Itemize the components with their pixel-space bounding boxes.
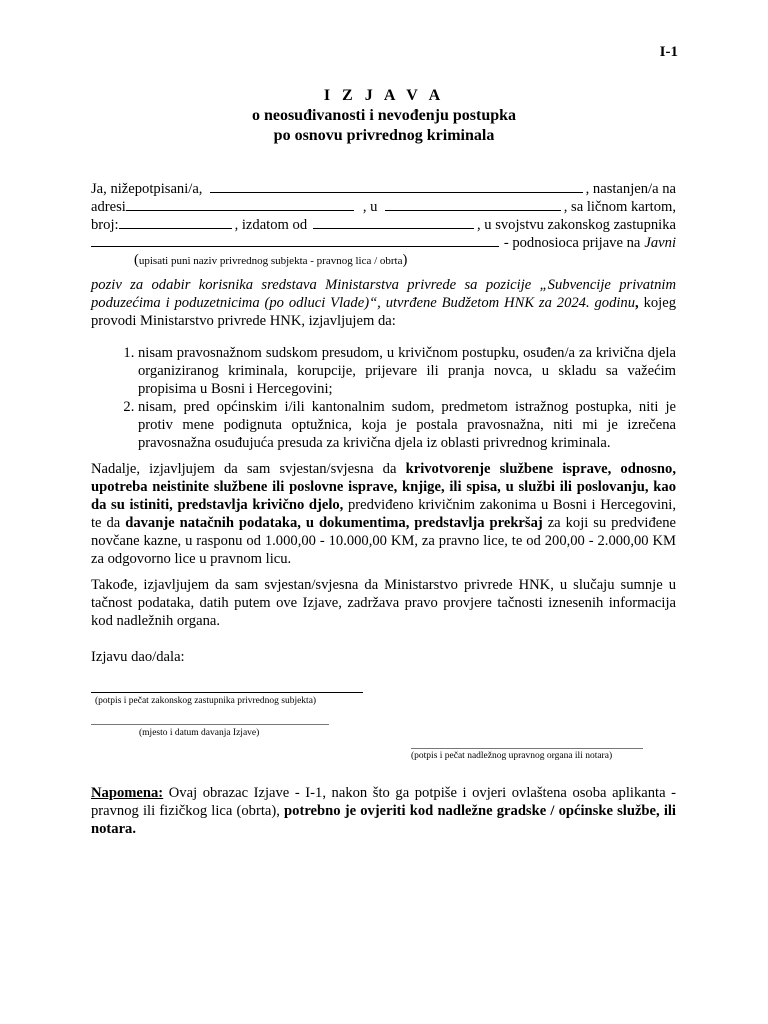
- declaration-list: [91, 344, 676, 452]
- address-field[interactable]: [126, 198, 354, 211]
- title-line-2: o neosuđivanosti i nevođenju postupka: [251, 107, 517, 124]
- given-by-label: Izjavu dao/dala:: [91, 649, 185, 665]
- intro-block: [91, 180, 676, 269]
- intro-line-1: Ja, niže​potpisani/a, , nastanjen/a na: [91, 181, 676, 197]
- city-field[interactable]: [385, 198, 560, 211]
- place-date-field: (mjesto i datum davanja Izjave): [91, 724, 329, 739]
- intro-paragraph: poziv za odabir korisnika sredstava Ministarstva privrede sa pozicije „Subvencije privatnim poduzećima i poduzetnicima (po odluci Vlade)“, utvrđene Budžetom HNK za 2024. godinu, kojeg provodi Ministarstvo privrede HNK, izjavljujem da:: [91, 277, 676, 329]
- title-block: [0, 86, 768, 146]
- name-field[interactable]: [210, 180, 582, 193]
- id-number-field[interactable]: [119, 216, 232, 229]
- note-label: Napomena:: [91, 785, 164, 801]
- list-item: 2. nisam, pred općinskim i/ili kantonalnim sudom, predmetom istražnog postupka, niti je protiv mene podignuta optužnica, koja je postala pravosnažna, niti mi je izrečena pravosnažna osuđujuća presuda za krivična djela iz oblasti privrednog kriminala.: [138, 398, 676, 452]
- representative-signature: (potpis i pečat zakonskog zastupnika privrednog subjekta): [91, 692, 363, 707]
- title-main: I Z J A V A: [323, 87, 445, 104]
- intro-line-4: - podnosioca prijave na Javni: [91, 234, 676, 252]
- paragraph-3: Takođe, izjavljujem da sam svjestan/svjesna da Ministarstvo privrede HNK, u slučaju sumnje u tačnost podataka, datih putem ove Izjave, zadržava pravo provjere tačnosti iznesenih informacija kod nadležnih organa.: [91, 577, 676, 629]
- intro-line-2: adresi , u , sa ličnom kartom,: [91, 199, 676, 215]
- company-name-hint: (upisati puni naziv privrednog subjekta - pravnog lica / obrta): [134, 252, 408, 268]
- issued-by-field[interactable]: [313, 216, 474, 229]
- list-item: 1. nisam pravosnažnom sudskom presudom, u krivičnom postupku, osuđen/a za krivična djela organiziranog kriminala, korupcije, prijevare ili pranja novca, u skladu sa važećim propisima u Bosni i Hercegovini;: [138, 344, 676, 398]
- intro-line-3: broj: , izdatom od , u svojstvu zakonskog zastupnika: [91, 217, 676, 233]
- form-code: I-1: [659, 44, 678, 60]
- company-name-field[interactable]: [91, 234, 499, 247]
- title-line-3: po osnovu privrednog kriminala: [273, 127, 495, 144]
- authority-signature: (potpis i pečat nadležnog upravnog organa ili notara): [411, 748, 643, 762]
- paragraph-2: Nadalje, izjavljujem da sam svjestan/svjesna da krivotvorenje službene isprave, odnosno, upotreba neistinite službene ili poslovne isprave, knjige, ili spisa, u službi ili poslovanju, kao da su istiniti, predstavlja krivično djelo, predviđeno krivičnim zakonima u Bosni i Hercegovini, te da davanje natačnih podataka, u dokumentima, predstavlja prekršaj za koji su predviđene novčane kazne, u rasponu od 1.000,00 - 10.000,00 KM, za pravno lice, te od 200,00 - 2.000,00 KM za odgovorno lice u pravnom licu.: [91, 461, 676, 567]
- note-paragraph: Napomena: Ovaj obrazac Izjave - I-1, nakon što ga potpiše i ovjeri ovlaštena osoba aplikanta - pravnog ili fizičkog lica (obrta), potrebno je ovjeriti kod nadležne gradske / općinske službe, ili notara.: [91, 785, 676, 837]
